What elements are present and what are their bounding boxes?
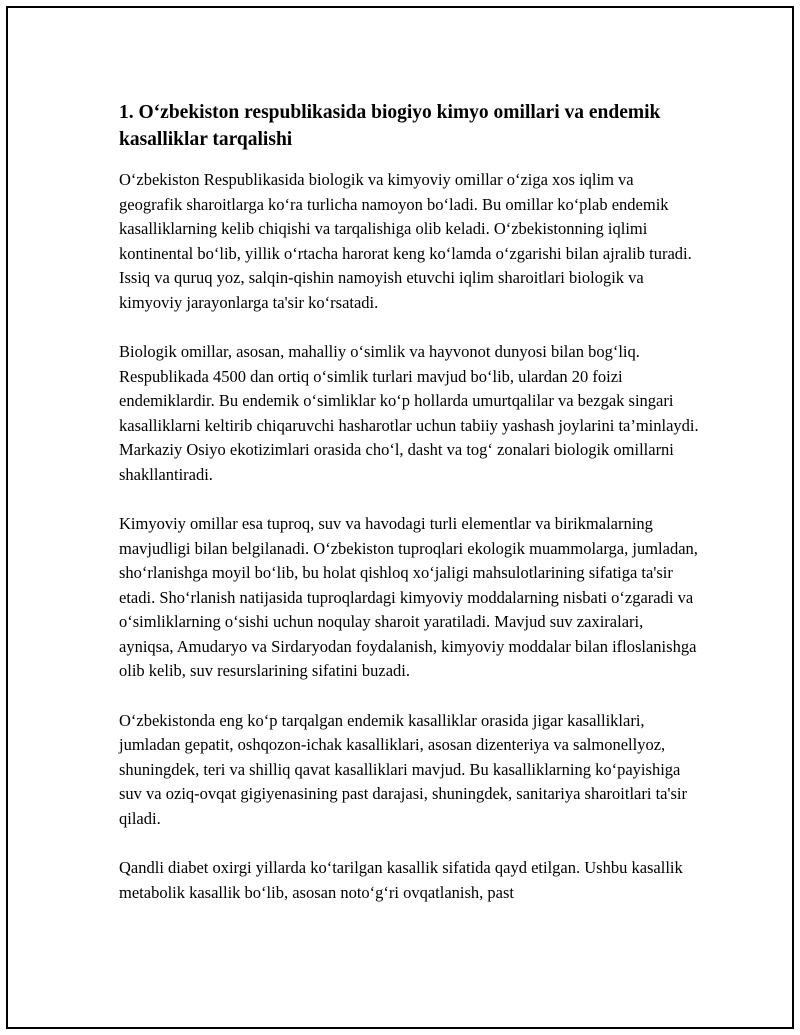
paragraph-biological-factors: Biologik omillar, asosan, mahalliy o‘simlik va hayvonot dunyosi bilan bog‘liq. Respublikada 4500 dan ortiq o‘simlik turlari mavjud bo‘lib, ulardan 20 foizi endemiklardir. Bu endemik o‘simliklar ko‘p hollarda umurtqalilar va bezgak singari kasalliklarni keltirib chiqaruvchi hasharotlar uchun tabiiy yashash joylarini ta’minlaydi. Markaziy Osiyo ekotizimlari orasida cho‘l, dasht va tog‘ zonalari biologik omillarni shakllantiradi. [119, 342, 699, 484]
paragraph-chemical-factors: Kimyoviy omillar esa tuproq, suv va havodagi turli elementlar va birikmalarning mavjudligi bilan belgilanadi. O‘zbekiston tuproqlari ekologik muammolarga, jumladan, sho‘rlanishga moyil bo‘lib, bu holat qishloq xo‘jaligi mahsulotlarining sifatiga ta'sir etadi. Sho‘rlanish natijasida tuproqlardagi kimyoviy moddalarning nisbati o‘zgaradi va o‘simliklarning o‘sishi uchun noqulay sharoit yaratiladi. Mavjud suv zaxiralari, ayniqsa, Amudaryo va Sirdaryodan foydalanish, kimyoviy moddalar bilan ifloslanishga olib kelib, suv resurslarining sifatini buzadi. [119, 514, 698, 680]
document-page [6, 6, 794, 1029]
document-content [119, 99, 699, 930]
paragraph-climate: O‘zbekiston Respublikasida biologik va kimyoviy omillar o‘ziga xos iqlim va geografik sharoitlarga ko‘ra turlicha namoyon bo‘ladi. Bu omillar ko‘plab endemik kasalliklarning kelib chiqishi va tarqalishiga olib keladi. O‘zbekistonning iqlimi kontinental bo‘lib, yillik o‘rtacha harorat keng ko‘lamda o‘zgarishi bilan ajralib turadi. Issiq va quruq yoz, salqin-qishin namoyish etuvchi iqlim sharoitlari biologik va kimyoviy jarayonlarga ta'sir ko‘rsatadi. [119, 170, 692, 312]
section-heading: 1. O‘zbekiston respublikasida biogiyo kimyo omillari va endemik kasalliklar tarqalishi [119, 102, 661, 150]
paragraph-endemic-diseases: O‘zbekistonda eng ko‘p tarqalgan endemik kasalliklar orasida jigar kasalliklari, jumladan gepatit, oshqozon-ichak kasalliklari, asosan dizenteriya va salmonellyoz, shuningdek, teri va shilliq qavat kasalliklari mavjud. Bu kasalliklarning ko‘payishiga suv va oziq-ovqat gigiyenasining past darajasi, shuningdek, sanitariya sharoitlari ta'sir qiladi. [119, 710, 687, 828]
paragraph-diabetes: Qandli diabet oxirgi yillarda ko‘tarilgan kasallik sifatida qayd etilgan. Ushbu kasallik metabolik kasallik bo‘lib, asosan noto‘g‘ri ovqatlanish, past [119, 858, 683, 902]
